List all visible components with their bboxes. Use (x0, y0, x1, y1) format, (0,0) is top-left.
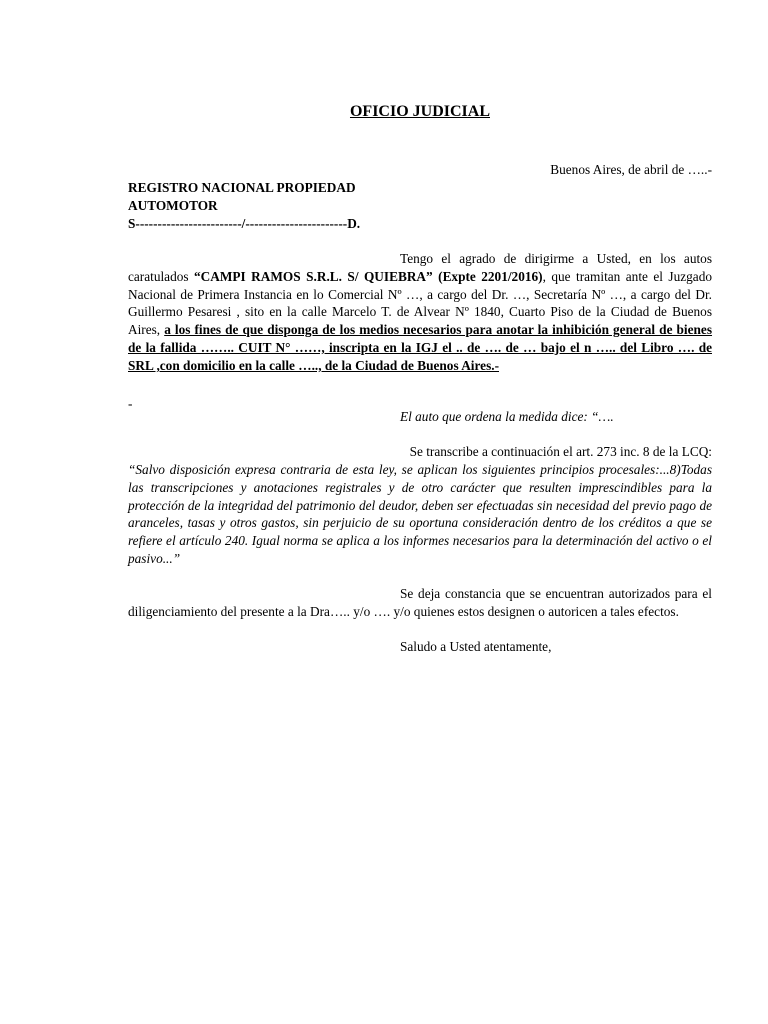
request-purpose: a los fines de que disponga de los medios necesarios para anotar la inhibición general de bienes de la fallida …….. CUIT N° ……, inscripta en la IGJ el .. de …. de … bajo el n ….. del Libro …. de SRL ,con domicilio en la calle ….., de la Ciudad de Buenos Aires.- (128, 322, 713, 373)
closing-line: Saludo a Usted atentamente, (400, 639, 552, 654)
court-details: , que tramitan ante el Juzgado Nacional de Primera Instancia en lo Comercial Nº …, a cargo del Dr. …, Secretaría Nº …, a cargo del Dr. Guillermo Pesaresi , sito en la calle Marcelo T. de Alvear Nº 1840, Cuarto Piso de la Ciudad de Buenos Aires, (128, 268, 713, 338)
recipient-line-1: REGISTRO NACIONAL PROPIEDAD (128, 180, 356, 195)
paragraph-request (128, 250, 712, 375)
legal-quote: “Salvo disposición expresa contraria de esta ley, se aplican los siguientes principios procesales:...8)Todas las transcripciones y anotaciones registrales y de otro carácter que resulten imprescindibles para la protección de la integridad del patrimonio del deudor, deben ser efectuadas sin necesidad del previo pago de aranceles, tasas y otros gastos, sin perjuicio de su oportuna consideración dentro de los créditos a que se refiere el artículo 240. Igual norma se aplica a los informes necesarios para la determinación del activo o el pasivo...” (128, 462, 712, 566)
transcribe-line: Se transcribe a continuación el art. 273 inc. 8 de la LCQ: (409, 444, 712, 459)
date-line: Buenos Aires, de abril de …..- (550, 162, 712, 177)
case-caption: “CAMPI RAMOS S.R.L. S/ QUIEBRA” (Expte 2201/2016) (194, 268, 543, 284)
dash-line: - (128, 396, 133, 411)
auto-line: El auto que ordena la medida dice: “…. (400, 409, 614, 424)
recipient-line-3: S------------------------/-----------------------D. (128, 215, 361, 231)
document-title: OFICIO JUDICIAL (349, 103, 490, 120)
paragraph-constancia: Se deja constancia que se encuentran autorizados para el diligenciamiento del presente a la Dra….. y/o …. y/o quienes estos designen o autoricen a tales efectos. (128, 586, 712, 619)
recipient-block (128, 179, 712, 232)
recipient-line-2: AUTOMOTOR (128, 197, 218, 213)
request-intro: Tengo el agrado de dirigirme a Usted, en los autos caratulados (128, 251, 712, 284)
